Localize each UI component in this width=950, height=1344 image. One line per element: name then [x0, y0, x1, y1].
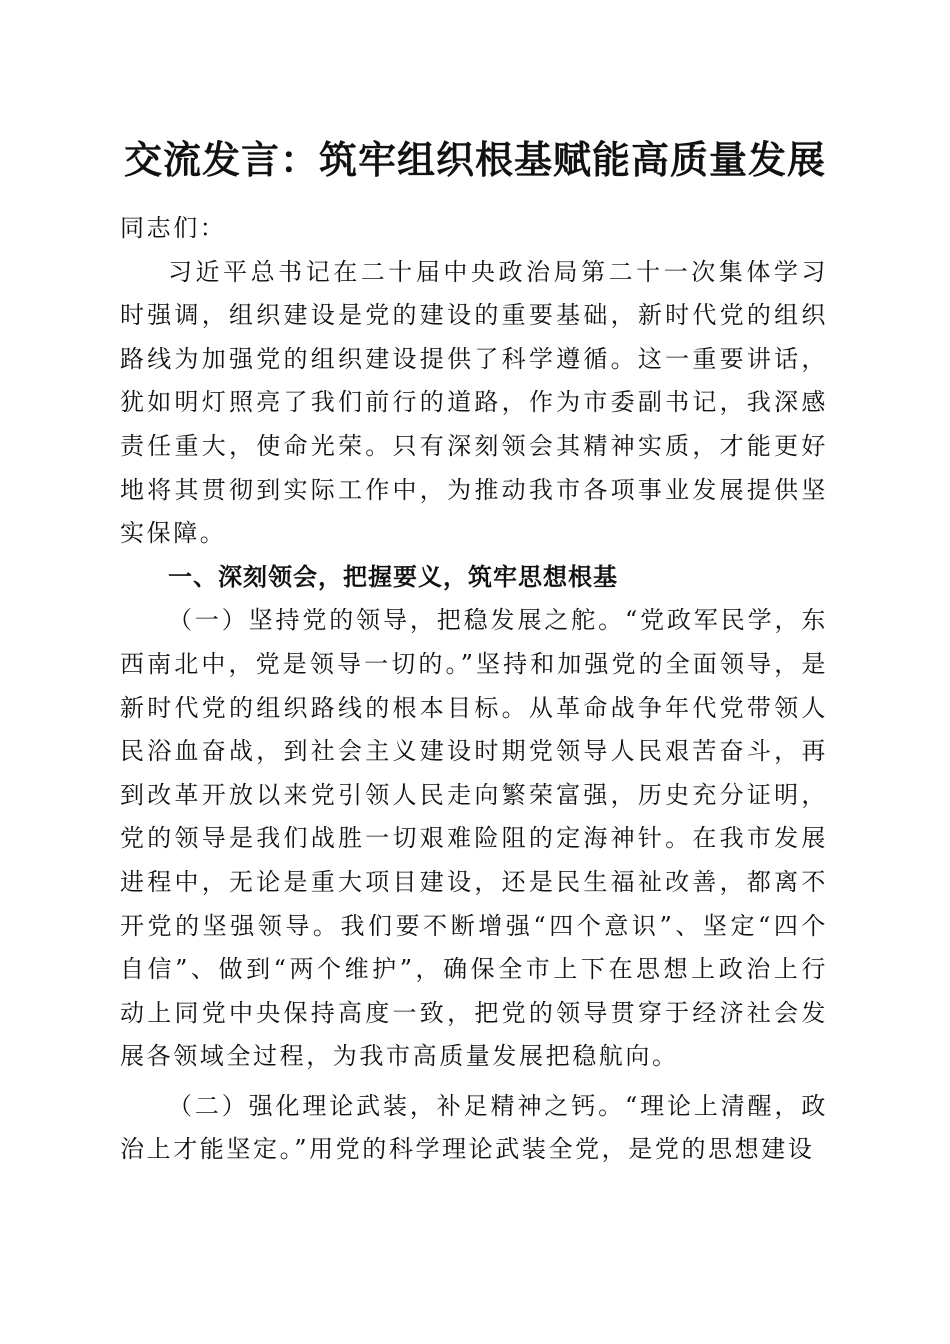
subsection-paragraph-1: （一）坚持党的领导，把稳发展之舵。“党政军民学，东西南北中，党是领导一切的。”坚持和加强党的全面领导，是新时代党的组织路线的根本目标。从革命战争年代党带领人民浴血奋战，到社会主义建设时期党领导人民艰苦奋斗，再到改革开放以来党引领人民走向繁荣富强，历史充分证明，党的领导是我们战胜一切艰难险阻的定海神针。在我市发展进程中，无论是重大项目建设，还是民生福祉改善，都离不开党的坚强领导。我们要不断增强“四个意识”、坚定“四个自信”、做到“两个维护”，确保全市上下在思想上政治上行动上同党中央保持高度一致，把党的领导贯穿于经济社会发展各领域全过程，为我市高质量发展把稳航向。	[120, 606, 828, 1071]
document-body	[120, 207, 828, 1172]
document-title: 交流发言：筑牢组织根基赋能高质量发展	[123, 137, 826, 182]
subsection-paragraph-2: （二）强化理论武装，补足精神之钙。“理论上清醒，政治上才能坚定。”用党的科学理论武装全党，是党的思想建设	[120, 1091, 828, 1164]
section-heading-1: 一、深刻领会，把握要义，筑牢思想根基	[168, 562, 618, 591]
salutation: 同志们：	[120, 214, 227, 242]
intro-paragraph: 习近平总书记在二十届中央政治局第二十一次集体学习时强调，组织建设是党的建设的重要基础，新时代党的组织路线为加强党的组织建设提供了科学遵循。这一重要讲话，犹如明灯照亮了我们前行的道路，作为市委副书记，我深感责任重大，使命光荣。只有深刻领会其精神实质，才能更好地将其贯彻到实际工作中，为推动我市各项事业发展提供坚实保障。	[120, 257, 828, 548]
